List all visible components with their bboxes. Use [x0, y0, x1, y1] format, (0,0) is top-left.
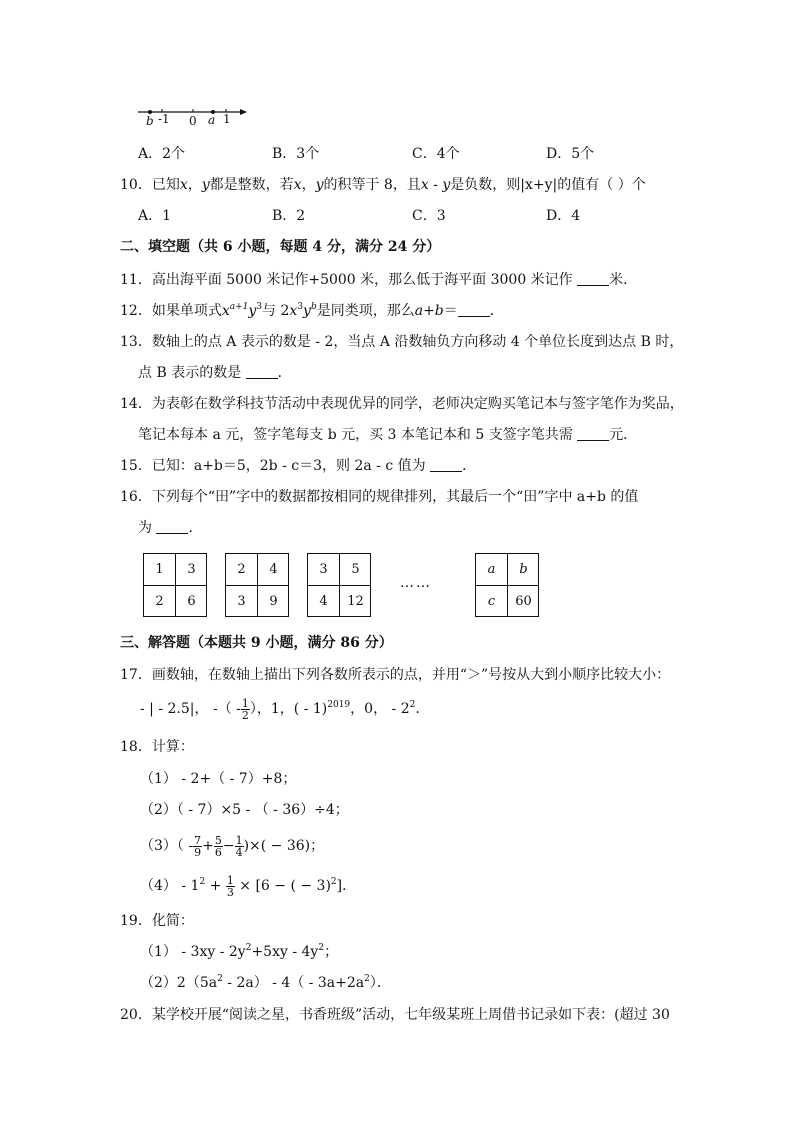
q10-option-c: C．3 — [412, 208, 446, 224]
q19-item-2: $(2)2(5a^2 - 2a) - 4( - 3a+2a^2)$． — [140, 974, 391, 991]
number-line-arrow — [240, 109, 247, 115]
tian-grid-1 — [143, 553, 207, 617]
grid-cell: 3 — [237, 594, 246, 609]
q10-option-a: A．1 — [138, 208, 172, 224]
q12: 12．如果单项式$x^{a+1}y^3$与 $2x^3y^b$是同类项，那么a+b＝ ． — [120, 302, 504, 319]
q17-numbers: - | - 2.5|， -（ - $\frac{1}{2}$ ），1，( - 1)$^{2019}$，0， - $2^2$． — [140, 696, 430, 722]
q9-option-b: B．3个 — [272, 146, 320, 162]
q18-item-3: （3）（ - $\frac{7}{9}$ + $\frac{5}{6}$ − $\frac{1}{4}$ )×( − 36)； — [140, 833, 325, 859]
q16-line2: 为 ． — [138, 520, 203, 536]
fraction: $\frac{1}{2}$ — [241, 696, 249, 722]
axis-label-0: 0 — [189, 114, 197, 128]
q18-item-2: （2）（ - 7）×5 - （ - 36）÷4； — [140, 802, 349, 818]
q14-line1: 14．为表彰在数学科技节活动中表现优异的同学，老师决定购买笔记本与签字笔作为奖品， — [120, 396, 684, 412]
grid-cell: 4 — [319, 594, 328, 609]
q19-item-1: $(1) - 3xy - 2y^2+5xy - 4y^2$； — [140, 943, 339, 960]
axis-label-b: b — [146, 114, 154, 128]
q16-line1: 16．下列每个“田”字中的数据都按相同的规律排列，其最后一个“田”字中 a+b 的值 — [120, 489, 639, 505]
section3-title: 三、解答题（本题共 9 小题，满分 86 分） — [120, 635, 393, 651]
q13-blank — [246, 366, 278, 379]
q10-option-d: D．4 — [546, 208, 581, 224]
grid-cell: 9 — [269, 594, 278, 609]
axis-label-neg1: -1 — [158, 112, 170, 126]
q11: 11．高出海平面 5000 米记作+5000 米，那么低于海平面 3000 米记作 米． — [120, 272, 638, 288]
grid-cell: 60 — [515, 594, 532, 609]
grid-cell: a — [487, 562, 496, 577]
section2-title: 二、填空题（共 6 小题，每题 4 分，满分 24 分） — [120, 239, 441, 255]
q13-line1: 13．数轴上的点 A 表示的数是 - 2，当点 A 沿数轴负方向移动 4 个单位长度到达点 B 时， — [120, 334, 684, 350]
q13-line2: 点 B 表示的数是 ． — [138, 365, 292, 381]
grid-cell: 12 — [347, 594, 364, 609]
fraction: $\frac{1}{3}$ — [226, 873, 234, 899]
q18-item-1: （1） - 2+（ - 7）+8； — [140, 771, 297, 787]
fraction: $\frac{5}{6}$ — [214, 833, 222, 859]
q16-blank — [156, 521, 188, 534]
q9-option-d: D．5个 — [546, 146, 595, 162]
grid-cell: 3 — [187, 562, 196, 577]
grid-cell: c — [487, 594, 496, 609]
grid-cell: 2 — [237, 562, 246, 577]
q17-line1: 17．画数轴，在数轴上描出下列各数所表示的点，并用“＞”号按从大到小顺序比较大小： — [120, 667, 671, 683]
q9-option-a: A．2个 — [138, 146, 186, 162]
grid-cell: b — [519, 562, 528, 577]
axis-label-a: a — [208, 113, 216, 127]
tian-grid-4 — [475, 553, 539, 617]
grid-cell: 1 — [155, 562, 164, 577]
fraction: $\frac{1}{4}$ — [235, 833, 243, 859]
q12-blank — [458, 304, 490, 317]
axis-label-1: 1 — [223, 112, 231, 126]
q20: 20．某学校开展“阅读之星，书香班级”活动，七年级某班上周借书记录如下表：(超过 30 — [120, 1007, 670, 1023]
grid-ellipsis: …… — [400, 575, 432, 591]
q19-title: 19．化简： — [120, 913, 194, 929]
grid-cell: 5 — [351, 562, 360, 577]
tian-grid-2 — [225, 553, 289, 617]
q11-blank — [577, 273, 609, 286]
q18-title: 18．计算： — [120, 739, 194, 755]
q14-blank — [577, 428, 609, 441]
grid-cell: 4 — [269, 562, 278, 577]
q18-item-4: $(4) - 1^2$ + $\frac{1}{3}$ × [6 − ( − 3)$^2$]． — [140, 873, 357, 899]
fraction: $\frac{7}{9}$ — [194, 833, 202, 859]
q15-blank — [430, 459, 462, 472]
q9-option-c: C．4个 — [412, 146, 460, 162]
tian-grid-3 — [307, 553, 371, 617]
q10-option-b: B．2 — [272, 208, 306, 224]
grid-cell: 3 — [319, 562, 328, 577]
grid-cell: 6 — [187, 594, 196, 609]
q10-stem: 10．已知x，y都是整数，若x，y的积等于 8，且x - y是负数，则|x+y|的值有（ ）个 — [120, 177, 646, 193]
q14-line2: 笔记本每本 a 元，签字笔每支 b 元，买 3 本笔记本和 5 支签字笔共需 元． — [138, 427, 638, 443]
q15: 15．已知：a+b＝5，2b - c＝3，则 2a - c 值为 ． — [120, 458, 477, 474]
grid-cell: 2 — [155, 594, 164, 609]
